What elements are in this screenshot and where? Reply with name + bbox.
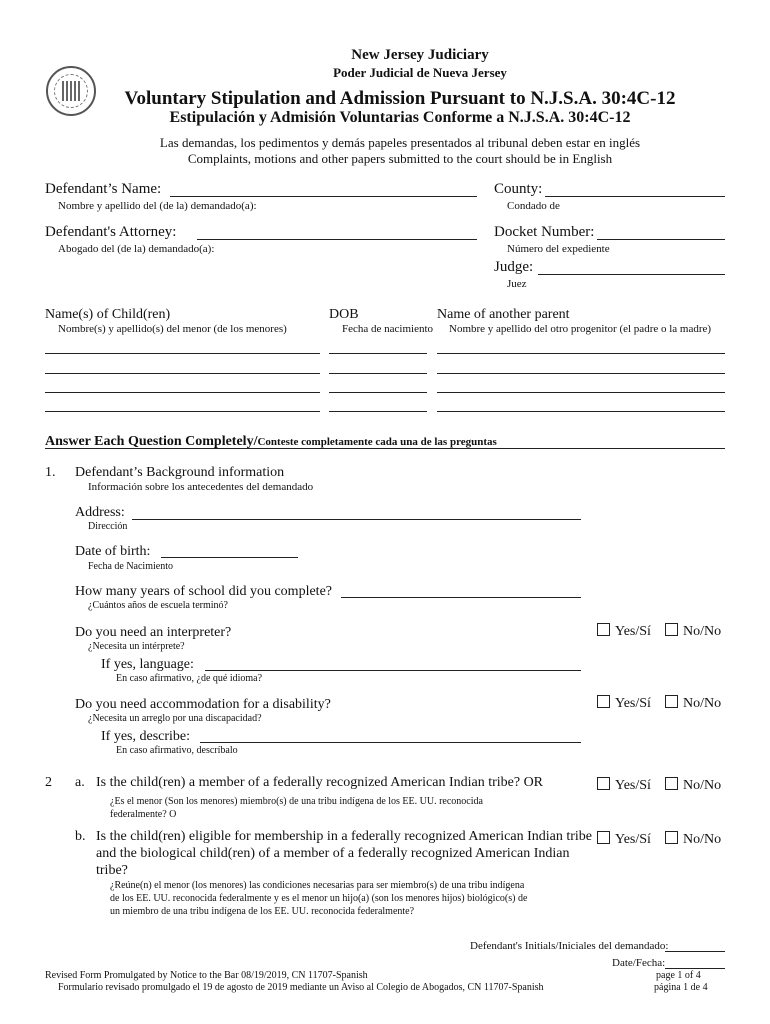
language-notice-es: Las demandas, los pedimentos y demás papeles presentados al tribunal deben estar en inglés	[159, 135, 641, 150]
checkbox-icon[interactable]	[665, 623, 678, 636]
checkbox-icon[interactable]	[597, 695, 610, 708]
describe-field[interactable]	[200, 742, 581, 743]
revised-note-es: Formulario revisado promulgado el 19 de agosto de 2019 mediante un Aviso al Colegio de Abogados, CN 11707-Spanish	[58, 982, 544, 993]
checkbox-icon[interactable]	[665, 831, 678, 844]
q2b-label: b.	[75, 829, 86, 844]
accommodation-yes-option[interactable]	[597, 695, 651, 712]
page-number-es: página 1 de 4	[654, 982, 708, 993]
page-title: Voluntary Stipulation and Admission Pursuant to N.J.S.A. 30:4C-12	[124, 88, 676, 109]
child-dob-field[interactable]	[329, 373, 427, 374]
q1-number: 1.	[45, 465, 56, 480]
page-title-es: Estipulación y Admisión Voluntarias Conforme a N.J.S.A. 30:4C-12	[169, 109, 631, 126]
docket-label: Docket Number:	[494, 224, 595, 240]
describe-label: If yes, describe:	[101, 729, 191, 744]
judge-label-es: Juez	[507, 278, 527, 290]
interpreter-yes-option[interactable]	[597, 623, 651, 640]
page-number: page 1 of 4	[656, 970, 701, 981]
judge-label: Judge:	[494, 259, 534, 275]
checkbox-icon[interactable]	[665, 695, 678, 708]
checkbox-icon[interactable]	[597, 831, 610, 844]
county-label-es: Condado de	[507, 200, 560, 212]
checkbox-icon[interactable]	[665, 777, 678, 790]
no-label: No/No	[683, 832, 722, 847]
child-name-field[interactable]	[45, 392, 320, 393]
child-name-field[interactable]	[45, 373, 320, 374]
q2-number: 2	[45, 775, 52, 790]
dob-header: DOB	[329, 307, 359, 322]
q2b-text-es-2: de los EE. UU. reconocida federalmente y es el menor un hijo(a) (son los menores hijos) biológico(s) de	[110, 893, 528, 904]
language-label: If yes, language:	[101, 657, 194, 672]
interpreter-no-option[interactable]	[665, 623, 721, 640]
yes-label: Yes/Sí	[615, 696, 651, 711]
q2a-text: Is the child(ren) a member of a federally recognized American Indian tribe? OR	[96, 775, 544, 790]
initials-label-en: Defendant's Initials/	[470, 940, 559, 952]
header-title: New Jersey Judiciary	[351, 47, 489, 63]
parent-header: Name of another parent	[437, 307, 570, 322]
address-label: Address:	[75, 505, 125, 520]
header-subtitle: Poder Judicial de Nueva Jersey	[333, 65, 507, 80]
q2b-text-1: Is the child(ren) eligible for membership in a federally recognized American Indian tribe	[96, 829, 593, 844]
dob-label: Date of birth:	[75, 544, 151, 559]
child-parent-field[interactable]	[437, 353, 725, 354]
child-parent-field[interactable]	[437, 392, 725, 393]
accommodation-label-es: ¿Necesita un arreglo por una discapacidad?	[88, 713, 262, 724]
q2b-text-es-3: un miembro de una tribu indígena de los EE. UU. reconocida federalmente?	[110, 906, 415, 917]
answer-heading-en: Answer Each Question Completely/	[45, 434, 258, 449]
interpreter-label-es: ¿Necesita un intérprete?	[88, 641, 185, 652]
q2a-text-es-2: federalmente? O	[110, 809, 177, 820]
yes-label: Yes/Sí	[615, 624, 651, 639]
school-label: How many years of school did you complete?	[75, 584, 332, 599]
child-dob-field[interactable]	[329, 353, 427, 354]
judge-field[interactable]	[538, 274, 725, 275]
q1-title-es: Información sobre los antecedentes del demandado	[88, 481, 314, 493]
dob-field[interactable]	[161, 557, 298, 558]
initials-label-es: Iniciales del demandado:	[558, 940, 669, 952]
defendant-name-field[interactable]	[170, 196, 477, 197]
q1-title: Defendant’s Background information	[75, 465, 285, 480]
date-label-en: Date/	[612, 957, 636, 969]
no-label: No/No	[683, 778, 722, 793]
q2a-no-option[interactable]	[665, 777, 721, 794]
parent-header-es: Nombre y apellido del otro progenitor (el padre o la madre)	[449, 323, 712, 335]
school-label-es: ¿Cuántos años de escuela terminó?	[88, 600, 228, 611]
no-label: No/No	[683, 624, 722, 639]
q2b-text-es-1: ¿Reúne(n) el menor (los menores) las condiciones necesarias para ser miembro(s) de una tribu indígena	[110, 880, 525, 891]
defendant-name-label: Defendant’s Name:	[45, 181, 162, 197]
child-name-field[interactable]	[45, 411, 320, 412]
docket-field[interactable]	[597, 239, 725, 240]
language-notice-en: Complaints, motions and other papers submitted to the court should be in English	[187, 151, 613, 166]
children-names-header-es: Nombre(s) y apellido(s) del menor (de los menores)	[58, 323, 287, 335]
children-names-header: Name(s) of Child(ren)	[45, 307, 171, 322]
address-field[interactable]	[132, 519, 581, 520]
answer-heading-es: Conteste completamente cada una de las preguntas	[257, 436, 497, 448]
date-label	[612, 957, 665, 969]
accommodation-label: Do you need accommodation for a disability?	[75, 697, 331, 712]
dob-label-es: Fecha de Nacimiento	[88, 561, 173, 572]
describe-label-es: En caso afirmativo, descríbalo	[116, 745, 238, 756]
county-label: County:	[494, 181, 543, 197]
yes-label: Yes/Sí	[615, 778, 651, 793]
language-field[interactable]	[205, 670, 581, 671]
interpreter-label: Do you need an interpreter?	[75, 625, 232, 640]
q2b-yes-option[interactable]	[597, 831, 651, 848]
county-field[interactable]	[545, 196, 725, 197]
defendant-name-label-es: Nombre y apellido del (de la) demandado(a):	[58, 200, 257, 212]
q2b-text-3: tribe?	[96, 863, 128, 878]
initials-label	[470, 940, 668, 952]
no-label: No/No	[683, 696, 722, 711]
child-dob-field[interactable]	[329, 411, 427, 412]
accommodation-no-option[interactable]	[665, 695, 721, 712]
school-field[interactable]	[341, 597, 581, 598]
revised-note: Revised Form Promulgated by Notice to the Bar 08/19/2019, CN 11707-Spanish	[45, 970, 368, 981]
q2a-label: a.	[75, 775, 85, 790]
initials-field[interactable]	[665, 951, 725, 952]
q2b-no-option[interactable]	[665, 831, 721, 848]
date-label-es: Fecha:	[635, 957, 666, 969]
q2a-text-es: ¿Es el menor (Son los menores) miembro(s) de una tribu indígena de los EE. UU. reconocida	[110, 796, 483, 807]
q2a-yes-option[interactable]	[597, 777, 651, 794]
child-dob-field[interactable]	[329, 392, 427, 393]
yes-label: Yes/Sí	[615, 832, 651, 847]
docket-label-es: Número del expediente	[507, 243, 610, 255]
checkbox-icon[interactable]	[597, 623, 610, 636]
dob-header-es: Fecha de nacimiento	[342, 323, 434, 335]
child-parent-field[interactable]	[437, 411, 725, 412]
language-label-es: En caso afirmativo, ¿de qué idioma?	[116, 673, 263, 684]
attorney-label: Defendant's Attorney:	[45, 224, 177, 240]
q2b-text-2: and the biological child(ren) of a member of a federally recognized American Indian	[96, 846, 570, 861]
address-label-es: Dirección	[88, 521, 128, 532]
child-name-field[interactable]	[45, 353, 320, 354]
checkbox-icon[interactable]	[597, 777, 610, 790]
child-parent-field[interactable]	[437, 373, 725, 374]
attorney-label-es: Abogado del (de la) demandado(a):	[58, 243, 215, 255]
heading-divider	[45, 448, 725, 449]
attorney-field[interactable]	[197, 239, 477, 240]
date-field[interactable]	[665, 968, 725, 969]
